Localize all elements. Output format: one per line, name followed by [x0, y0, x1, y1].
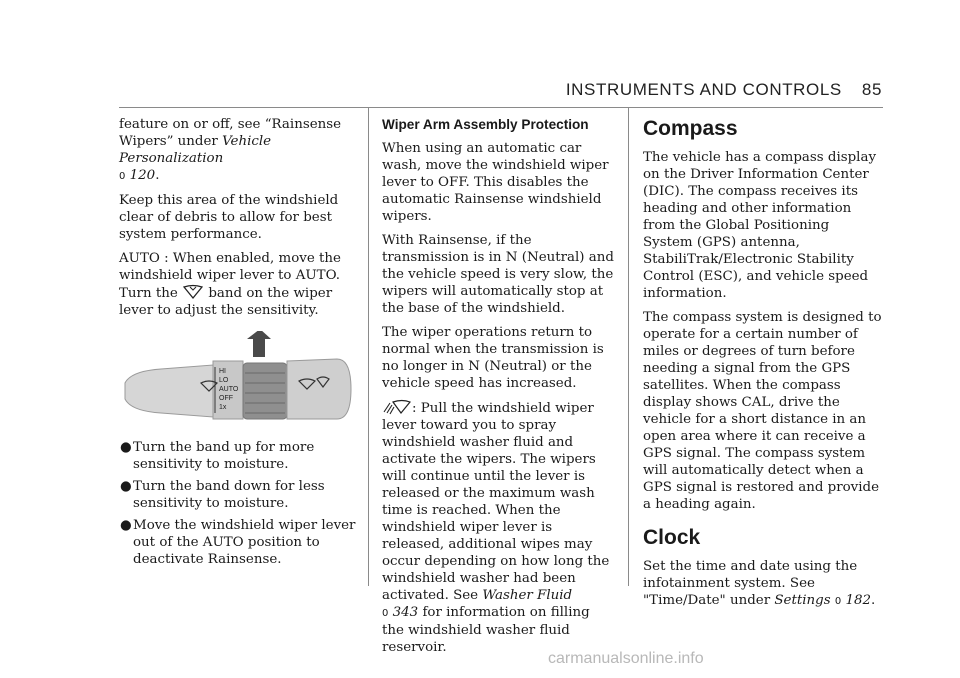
watermark: carmanualsonline.info — [548, 650, 704, 667]
paragraph-return-normal: The wiper operations return to normal when the transmission is no longer in N (Neutral) or the vehicle speed has increased. — [382, 325, 604, 391]
page-ref-343[interactable]: 343 — [392, 605, 419, 620]
washer-fluid-link[interactable]: Washer Fluid — [482, 588, 573, 603]
header-rule — [119, 107, 883, 108]
paragraph-washer: : Pull the windshield wiper lever toward you to spray windshield washer fluid and activate the wipers. The wipers will continue until the lever is released or the maximum wash time is reached. When the windshield wiper lever is released, additional wipes may occur depending on how long the windshield washer had been activated. See Washer Fluid 0 343 for information on filling the windshield washer fluid reservoir. — [382, 401, 610, 655]
lever-label-lo: LO — [219, 377, 229, 384]
paragraph-car-wash: When using an automatic car wash, move the windshield wiper lever to OFF. This disables the automatic Rainsense windshield wipers. — [382, 141, 609, 224]
paragraph-rainsense-ref: feature on or off, see “Rainsense Wipers” under Vehicle Personalization 0 120. — [119, 117, 342, 183]
wiper-lever-figure — [121, 331, 357, 431]
column-divider-left — [368, 108, 369, 586]
paragraph-keep-clear: Keep this area of the windshield clear of debris to allow for best system performance. — [119, 193, 339, 242]
vehicle-personalization-link[interactable]: Vehicle Personalization — [119, 134, 272, 166]
section-title: INSTRUMENTS AND CONTROLS — [565, 80, 842, 99]
paragraph-compass-2: The compass system is designed to operate for a certain number of miles or degrees of turn before needing a signal from the GPS satellites. When the compass display shows CAL, drive the vehicle for a short distance in an open area where it can receive a GPS signal. The compass system will automatically detect when a GPS signal is restored and provide a heading again. — [643, 310, 882, 512]
lever-label-hi: HI — [219, 368, 226, 375]
column-3 — [643, 116, 883, 617]
page-ref-182[interactable]: 182 — [845, 593, 872, 608]
page-header — [560, 80, 882, 102]
page-number: 85 — [861, 80, 882, 99]
page-ref-arrow-icon: 0 — [834, 596, 842, 607]
sensitivity-bullets — [119, 439, 362, 568]
compass-heading: Compass — [643, 117, 738, 140]
column-divider-right — [628, 108, 629, 586]
list-item: ● Turn the band down for less sensitivity to moisture. — [120, 479, 325, 511]
paragraph-compass-1: The vehicle has a compass display on the Driver Information Center (DIC). The compass receives its heading and other information from the Global Positioning System (GPS) antenna, StabiliTrak/Electronic Stability Control (ESC), and vehicle speed information. — [643, 150, 877, 301]
paragraph-auto: AUTO : When enabled, move the windshield wiper lever to AUTO. Turn the band on the wiper lever to adjust the sensitivity. — [119, 251, 341, 318]
page-ref-arrow-icon: 0 — [119, 171, 126, 182]
column-2 — [382, 116, 614, 663]
paragraph-neutral: With Rainsense, if the transmission is in N (Neutral) and the vehicle speed is very slow, the wipers will automatically stop at the base of the windshield. — [382, 233, 614, 316]
list-item: ● Turn the band up for more sensitivity to moisture. — [120, 440, 315, 472]
lever-label-1x: 1x — [219, 404, 227, 411]
page-ref-120[interactable]: 120 — [129, 168, 156, 183]
page-ref-arrow-icon: 0 — [382, 608, 389, 619]
lever-label-auto: AUTO — [219, 386, 239, 393]
clock-heading: Clock — [643, 526, 701, 549]
rainsense-wiper-icon — [182, 284, 204, 300]
wiper-arm-heading: Wiper Arm Assembly Protection — [382, 117, 589, 132]
column-1 — [119, 116, 362, 573]
bullet-icon: ● — [120, 479, 132, 494]
settings-link[interactable]: Settings — [774, 593, 831, 608]
auto-label: AUTO : — [119, 251, 169, 266]
paragraph-clock: Set the time and date using the infotainment system. See "Time/Date" under Settings 0 182. — [643, 559, 876, 608]
lever-label-off: OFF — [219, 395, 233, 402]
bullet-icon: ● — [120, 440, 132, 455]
list-item: ● Move the windshield wiper lever out of the AUTO position to deactivate Rainsense. — [120, 518, 356, 567]
washer-spray-icon — [382, 399, 412, 415]
bullet-icon: ● — [120, 518, 132, 533]
